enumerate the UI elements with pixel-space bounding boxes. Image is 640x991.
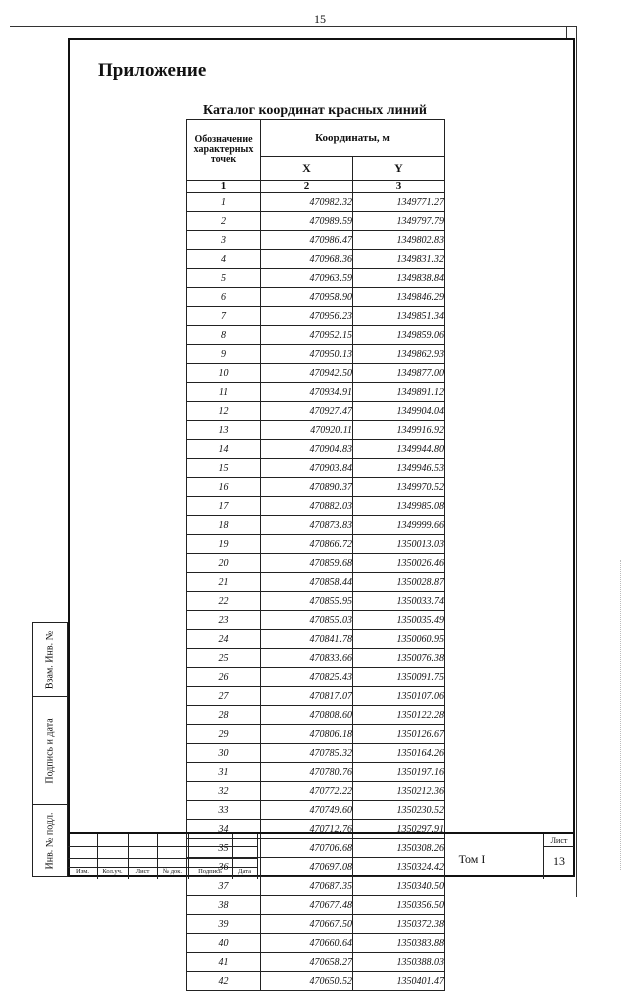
x-coordinate-cell: 470903.84 bbox=[261, 459, 353, 478]
y-coordinate-cell: 1350076.38 bbox=[353, 649, 445, 668]
side-cell-vzam bbox=[32, 622, 68, 697]
table-row bbox=[187, 326, 445, 345]
point-number-cell: 13 bbox=[187, 421, 261, 440]
table-row bbox=[187, 459, 445, 478]
y-coordinate-cell: 1349831.32 bbox=[353, 250, 445, 269]
y-coordinate-cell: 1350356.50 bbox=[353, 896, 445, 915]
x-coordinate-cell: 470873.83 bbox=[261, 516, 353, 535]
point-number-cell: 6 bbox=[187, 288, 261, 307]
y-coordinate-cell: 1350028.87 bbox=[353, 573, 445, 592]
x-coordinate-cell: 470958.90 bbox=[261, 288, 353, 307]
point-number-cell: 39 bbox=[187, 915, 261, 934]
table-row bbox=[187, 668, 445, 687]
col-point-header: Обозначение характерных точек bbox=[187, 120, 261, 181]
table-row bbox=[187, 269, 445, 288]
table-row bbox=[187, 345, 445, 364]
point-number-cell: 16 bbox=[187, 478, 261, 497]
y-coordinate-cell: 1350383.88 bbox=[353, 934, 445, 953]
point-number-cell: 12 bbox=[187, 402, 261, 421]
side-stamp bbox=[32, 622, 68, 877]
table-row bbox=[187, 801, 445, 820]
x-coordinate-cell: 470927.47 bbox=[261, 402, 353, 421]
point-number-cell: 25 bbox=[187, 649, 261, 668]
table-row bbox=[187, 972, 445, 991]
table-row bbox=[187, 212, 445, 231]
table-row bbox=[187, 611, 445, 630]
table-row bbox=[187, 573, 445, 592]
point-number-cell: 23 bbox=[187, 611, 261, 630]
point-number-cell: 8 bbox=[187, 326, 261, 345]
y-coordinate-cell: 1349891.12 bbox=[353, 383, 445, 402]
table-row bbox=[187, 953, 445, 972]
side-cell-inv bbox=[32, 804, 68, 877]
table-row bbox=[187, 744, 445, 763]
y-coordinate-cell: 1350033.74 bbox=[353, 592, 445, 611]
tb-tom: Том I bbox=[458, 852, 486, 866]
x-coordinate-cell: 470963.59 bbox=[261, 269, 353, 288]
point-number-cell: 38 bbox=[187, 896, 261, 915]
x-coordinate-cell: 470982.32 bbox=[261, 193, 353, 212]
point-number-cell: 33 bbox=[187, 801, 261, 820]
point-number-cell: 31 bbox=[187, 763, 261, 782]
point-number-cell: 7 bbox=[187, 307, 261, 326]
x-coordinate-cell: 470697.08 bbox=[261, 858, 353, 877]
x-coordinate-cell: 470855.03 bbox=[261, 611, 353, 630]
x-coordinate-cell: 470968.36 bbox=[261, 250, 353, 269]
table-row bbox=[187, 364, 445, 383]
x-coordinate-cell: 470658.27 bbox=[261, 953, 353, 972]
table-row bbox=[187, 516, 445, 535]
y-coordinate-cell: 1349838.84 bbox=[353, 269, 445, 288]
side-label-inv: Инв. № подл. bbox=[44, 812, 56, 869]
table-row bbox=[187, 896, 445, 915]
col-x-header: X bbox=[261, 157, 353, 181]
y-coordinate-cell: 1350013.03 bbox=[353, 535, 445, 554]
y-coordinate-cell: 1350026.46 bbox=[353, 554, 445, 573]
x-coordinate-cell: 470650.52 bbox=[261, 972, 353, 991]
point-number-cell: 21 bbox=[187, 573, 261, 592]
point-number-cell: 24 bbox=[187, 630, 261, 649]
table-row bbox=[187, 250, 445, 269]
y-coordinate-cell: 1350164.26 bbox=[353, 744, 445, 763]
tb-podpis: Подпись bbox=[198, 868, 222, 875]
tb-sheet-number: 13 bbox=[553, 854, 565, 868]
x-coordinate-cell: 470833.66 bbox=[261, 649, 353, 668]
side-label-vzam: Взам. Инв. № bbox=[44, 630, 56, 689]
tb-izm: Изм. bbox=[76, 868, 89, 875]
tb-kol: Кол.уч. bbox=[102, 868, 123, 875]
x-coordinate-cell: 470785.32 bbox=[261, 744, 353, 763]
y-coordinate-cell: 1349970.52 bbox=[353, 478, 445, 497]
table-row bbox=[187, 554, 445, 573]
page-heading: Приложение bbox=[98, 60, 207, 81]
y-coordinate-cell: 1350122.28 bbox=[353, 706, 445, 725]
x-coordinate-cell: 470677.48 bbox=[261, 896, 353, 915]
point-number-cell: 26 bbox=[187, 668, 261, 687]
table-row bbox=[187, 535, 445, 554]
point-number-cell: 28 bbox=[187, 706, 261, 725]
table-row bbox=[187, 915, 445, 934]
point-number-cell: 35 bbox=[187, 839, 261, 858]
point-number-cell: 18 bbox=[187, 516, 261, 535]
x-coordinate-cell: 470687.35 bbox=[261, 877, 353, 896]
y-coordinate-cell: 1350230.52 bbox=[353, 801, 445, 820]
x-coordinate-cell: 470890.37 bbox=[261, 478, 353, 497]
col-coords-header: Координаты, м bbox=[261, 120, 445, 157]
tb-list: Лист bbox=[135, 868, 150, 875]
table-row bbox=[187, 383, 445, 402]
point-number-cell: 32 bbox=[187, 782, 261, 801]
y-coordinate-cell: 1350091.75 bbox=[353, 668, 445, 687]
x-coordinate-cell: 470772.22 bbox=[261, 782, 353, 801]
table-row bbox=[187, 763, 445, 782]
scan-edge-dots bbox=[620, 560, 622, 870]
x-coordinate-cell: 470882.03 bbox=[261, 497, 353, 516]
point-number-cell: 20 bbox=[187, 554, 261, 573]
point-number-cell: 29 bbox=[187, 725, 261, 744]
x-coordinate-cell: 470986.47 bbox=[261, 231, 353, 250]
x-coordinate-cell: 470706.68 bbox=[261, 839, 353, 858]
table-row bbox=[187, 402, 445, 421]
y-coordinate-cell: 1350212.36 bbox=[353, 782, 445, 801]
point-number-cell: 42 bbox=[187, 972, 261, 991]
point-number-cell: 36 bbox=[187, 858, 261, 877]
table-row bbox=[187, 934, 445, 953]
tb-data: Дата bbox=[238, 868, 251, 875]
y-coordinate-cell: 1350126.67 bbox=[353, 725, 445, 744]
x-coordinate-cell: 470806.18 bbox=[261, 725, 353, 744]
table-row bbox=[187, 782, 445, 801]
y-coordinate-cell: 1349859.06 bbox=[353, 326, 445, 345]
point-number-cell: 11 bbox=[187, 383, 261, 402]
point-number-cell: 22 bbox=[187, 592, 261, 611]
x-coordinate-cell: 470989.59 bbox=[261, 212, 353, 231]
col-index-2: 2 bbox=[261, 181, 353, 193]
point-number-cell: 10 bbox=[187, 364, 261, 383]
y-coordinate-cell: 1350324.42 bbox=[353, 858, 445, 877]
table-row bbox=[187, 877, 445, 896]
y-coordinate-cell: 1349946.53 bbox=[353, 459, 445, 478]
point-number-cell: 9 bbox=[187, 345, 261, 364]
point-number-cell: 14 bbox=[187, 440, 261, 459]
point-number-cell: 30 bbox=[187, 744, 261, 763]
table-row bbox=[187, 687, 445, 706]
point-number-cell: 17 bbox=[187, 497, 261, 516]
y-coordinate-cell: 1349916.92 bbox=[353, 421, 445, 440]
table-row bbox=[187, 231, 445, 250]
x-coordinate-cell: 470841.78 bbox=[261, 630, 353, 649]
x-coordinate-cell: 470858.44 bbox=[261, 573, 353, 592]
table-row bbox=[187, 421, 445, 440]
y-coordinate-cell: 1349797.79 bbox=[353, 212, 445, 231]
table-row bbox=[187, 630, 445, 649]
title-block bbox=[68, 832, 575, 877]
x-coordinate-cell: 470952.15 bbox=[261, 326, 353, 345]
x-coordinate-cell: 470942.50 bbox=[261, 364, 353, 383]
y-coordinate-cell: 1349846.29 bbox=[353, 288, 445, 307]
side-cell-podpis bbox=[32, 696, 68, 805]
point-number-cell: 40 bbox=[187, 934, 261, 953]
x-coordinate-cell: 470749.60 bbox=[261, 801, 353, 820]
y-coordinate-cell: 1349771.27 bbox=[353, 193, 445, 212]
x-coordinate-cell: 470780.76 bbox=[261, 763, 353, 782]
x-coordinate-cell: 470866.72 bbox=[261, 535, 353, 554]
tb-ndok: № док. bbox=[162, 868, 183, 875]
x-coordinate-cell: 470808.60 bbox=[261, 706, 353, 725]
table-row bbox=[187, 592, 445, 611]
col-index-3: 3 bbox=[353, 181, 445, 193]
y-coordinate-cell: 1350388.03 bbox=[353, 953, 445, 972]
point-number-cell: 34 bbox=[187, 820, 261, 839]
x-coordinate-cell: 470956.23 bbox=[261, 307, 353, 326]
x-coordinate-cell: 470660.64 bbox=[261, 934, 353, 953]
y-coordinate-cell: 1349904.04 bbox=[353, 402, 445, 421]
y-coordinate-cell: 1349877.00 bbox=[353, 364, 445, 383]
point-number-cell: 19 bbox=[187, 535, 261, 554]
y-coordinate-cell: 1349944.80 bbox=[353, 440, 445, 459]
x-coordinate-cell: 470950.13 bbox=[261, 345, 353, 364]
y-coordinate-cell: 1350297.91 bbox=[353, 820, 445, 839]
y-coordinate-cell: 1350401.47 bbox=[353, 972, 445, 991]
x-coordinate-cell: 470817.07 bbox=[261, 687, 353, 706]
table-row bbox=[187, 440, 445, 459]
y-coordinate-cell: 1350107.06 bbox=[353, 687, 445, 706]
x-coordinate-cell: 470920.11 bbox=[261, 421, 353, 440]
side-label-podpis: Подпись и дата bbox=[44, 717, 56, 784]
y-coordinate-cell: 1349999.66 bbox=[353, 516, 445, 535]
point-number-cell: 5 bbox=[187, 269, 261, 288]
point-number-cell: 3 bbox=[187, 231, 261, 250]
y-coordinate-cell: 1350197.16 bbox=[353, 763, 445, 782]
point-number-cell: 4 bbox=[187, 250, 261, 269]
x-coordinate-cell: 470712.76 bbox=[261, 820, 353, 839]
point-number-cell: 37 bbox=[187, 877, 261, 896]
x-coordinate-cell: 470904.83 bbox=[261, 440, 353, 459]
catalog-title: Каталог координат красных линий bbox=[203, 103, 427, 118]
table-row bbox=[187, 478, 445, 497]
y-coordinate-cell: 1350372.38 bbox=[353, 915, 445, 934]
point-number-cell: 41 bbox=[187, 953, 261, 972]
point-number-cell: 2 bbox=[187, 212, 261, 231]
table-row bbox=[187, 193, 445, 212]
table-row bbox=[187, 706, 445, 725]
x-coordinate-cell: 470825.43 bbox=[261, 668, 353, 687]
table-row bbox=[187, 725, 445, 744]
table-row bbox=[187, 497, 445, 516]
col-index-1: 1 bbox=[187, 181, 261, 193]
point-number-cell: 15 bbox=[187, 459, 261, 478]
y-coordinate-cell: 1350308.26 bbox=[353, 839, 445, 858]
y-coordinate-cell: 1350035.49 bbox=[353, 611, 445, 630]
table-row bbox=[187, 307, 445, 326]
y-coordinate-cell: 1349862.93 bbox=[353, 345, 445, 364]
table-row bbox=[187, 288, 445, 307]
y-coordinate-cell: 1349802.83 bbox=[353, 231, 445, 250]
table-row bbox=[187, 649, 445, 668]
point-number-cell: 27 bbox=[187, 687, 261, 706]
col-y-header: Y bbox=[353, 157, 445, 181]
x-coordinate-cell: 470855.95 bbox=[261, 592, 353, 611]
x-coordinate-cell: 470667.50 bbox=[261, 915, 353, 934]
x-coordinate-cell: 470859.68 bbox=[261, 554, 353, 573]
x-coordinate-cell: 470934.91 bbox=[261, 383, 353, 402]
y-coordinate-cell: 1349851.34 bbox=[353, 307, 445, 326]
page-number-top: 15 bbox=[314, 12, 326, 26]
y-coordinate-cell: 1350340.50 bbox=[353, 877, 445, 896]
point-number-cell: 1 bbox=[187, 193, 261, 212]
tb-sheet-label: Лист bbox=[550, 836, 568, 845]
y-coordinate-cell: 1349985.08 bbox=[353, 497, 445, 516]
outer-border-tab bbox=[566, 26, 575, 38]
y-coordinate-cell: 1350060.95 bbox=[353, 630, 445, 649]
